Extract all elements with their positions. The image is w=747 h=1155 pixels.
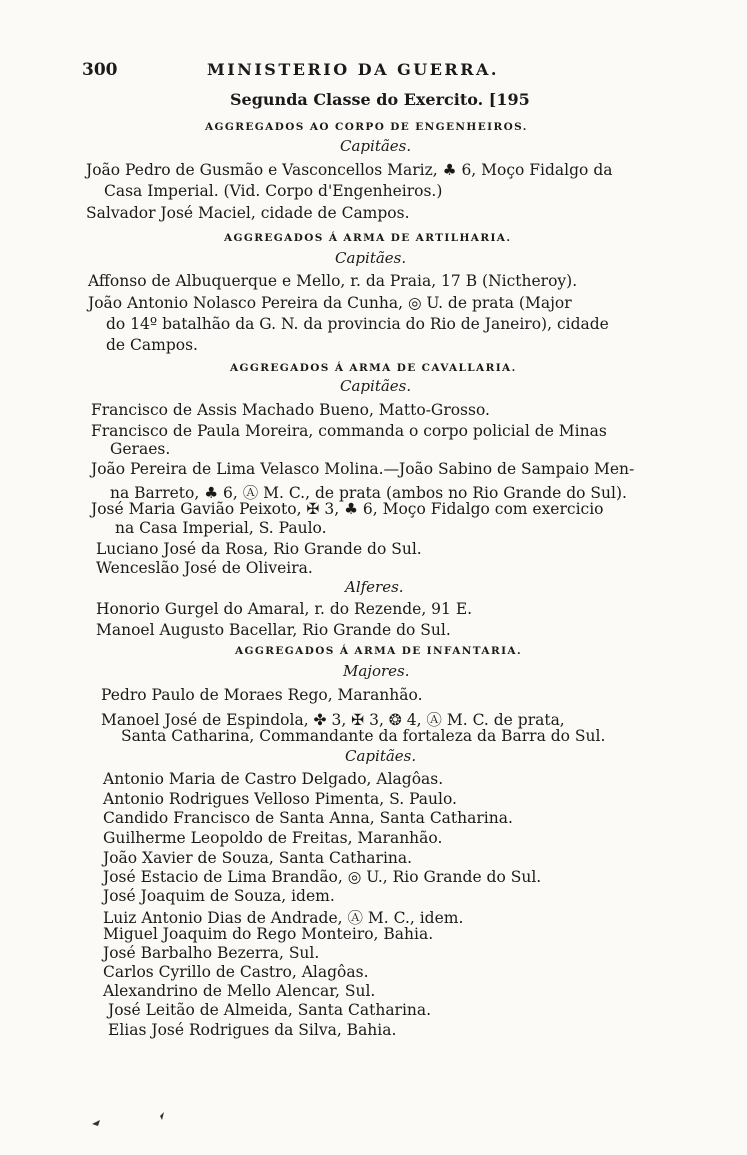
entry-line: João Xavier de Souza, Santa Catharina.: [103, 849, 413, 867]
rank-label: Capitães.: [340, 137, 412, 155]
running-head: MINISTERIO DA GUERRA.: [207, 60, 499, 79]
entry-line: Casa Imperial. (Vid. Corpo d'Engenheiros.): [104, 182, 443, 200]
entry-line: Wenceslão José de Oliveira.: [96, 559, 313, 577]
rank-label: Capitães.: [335, 249, 407, 267]
entry-line: João Pedro de Gusmão e Vasconcellos Mariz, ♣ 6, Moço Fidalgo da: [86, 161, 613, 179]
entry-line: Francisco de Assis Machado Bueno, Matto-Grosso.: [91, 401, 490, 419]
section-heading: AGGREGADOS Á ARMA DE ARTILHARIA.: [224, 232, 512, 244]
rank-label: Capitães.: [340, 377, 412, 395]
rank-label: Alferes.: [345, 578, 404, 596]
section-heading: AGGREGADOS AO CORPO DE ENGENHEIROS.: [205, 121, 528, 133]
rank-label: Majores.: [343, 662, 410, 680]
rank-label: Capitães.: [345, 747, 417, 765]
entry-line: na Casa Imperial, S. Paulo.: [115, 519, 327, 537]
entry-line: Antonio Rodrigues Velloso Pimenta, S. Paulo.: [103, 790, 457, 808]
entry-line: José Estacio de Lima Brandão, ◎ U., Rio Grande do Sul.: [103, 868, 542, 886]
section-heading: AGGREGADOS Á ARMA DE CAVALLARIA.: [230, 362, 517, 374]
printer-mark: [88, 1108, 178, 1138]
entry-line: Pedro Paulo de Moraes Rego, Maranhão.: [101, 686, 423, 704]
entry-line: José Leitão de Almeida, Santa Catharina.: [108, 1001, 432, 1019]
entry-line: Antonio Maria de Castro Delgado, Alagôas.: [103, 770, 444, 788]
entry-line: Alexandrino de Mello Alencar, Sul.: [103, 982, 376, 1000]
entry-line: João Pereira de Lima Velasco Molina.—João Sabino de Sampaio Men-: [91, 460, 635, 478]
entry-line: Carlos Cyrillo de Castro, Alagôas.: [103, 963, 369, 981]
page-number: 300: [82, 60, 118, 80]
entry-line: José Maria Gavião Peixoto, ✠ 3, ♣ 6, Moço Fidalgo com exercicio: [91, 500, 604, 518]
section-heading: AGGREGADOS Á ARMA DE INFANTARIA.: [235, 645, 522, 657]
entry-line: Elias José Rodrigues da Silva, Bahia.: [108, 1021, 397, 1039]
entry-line: Honorio Gurgel do Amaral, r. do Rezende, 91 E.: [96, 600, 473, 618]
entry-line: Luiz Antonio Dias de Andrade, Ⓐ M. C., idem.: [103, 909, 464, 927]
entry-line: Santa Catharina, Commandante da fortaleza da Barra do Sul.: [121, 727, 606, 745]
entry-line: Manoel José de Espindola, ✤ 3, ✠ 3, ❂ 4, Ⓐ M. C. de prata,: [101, 711, 565, 729]
subheading: Segunda Classe do Exercito. [195: [230, 90, 530, 109]
entry-line: de Campos.: [106, 336, 198, 354]
entry-line: do 14º batalhão da G. N. da provincia do Rio de Janeiro), cidade: [106, 315, 609, 333]
entry-line: Francisco de Paula Moreira, commanda o corpo policial de Minas: [91, 422, 607, 440]
entry-line: Guilherme Leopoldo de Freitas, Maranhão.: [103, 829, 443, 847]
entry-line: José Barbalho Bezerra, Sul.: [103, 944, 320, 962]
entry-line: Candido Francisco de Santa Anna, Santa Catharina.: [103, 809, 513, 827]
entry-line: Miguel Joaquim do Rego Monteiro, Bahia.: [103, 925, 434, 943]
entry-line: Affonso de Albuquerque e Mello, r. da Praia, 17 B (Nictheroy).: [88, 272, 578, 290]
entry-line: Geraes.: [110, 440, 171, 458]
entry-line: na Barreto, ♣ 6, Ⓐ M. C., de prata (ambos no Rio Grande do Sul).: [110, 484, 627, 502]
entry-line: Manoel Augusto Bacellar, Rio Grande do Sul.: [96, 621, 451, 639]
entry-line: Luciano José da Rosa, Rio Grande do Sul.: [96, 540, 422, 558]
entry-line: João Antonio Nolasco Pereira da Cunha, ◎ U. de prata (Major: [88, 294, 572, 312]
entry-line: José Joaquim de Souza, idem.: [103, 887, 335, 905]
entry-line: Salvador José Maciel, cidade de Campos.: [86, 204, 410, 222]
